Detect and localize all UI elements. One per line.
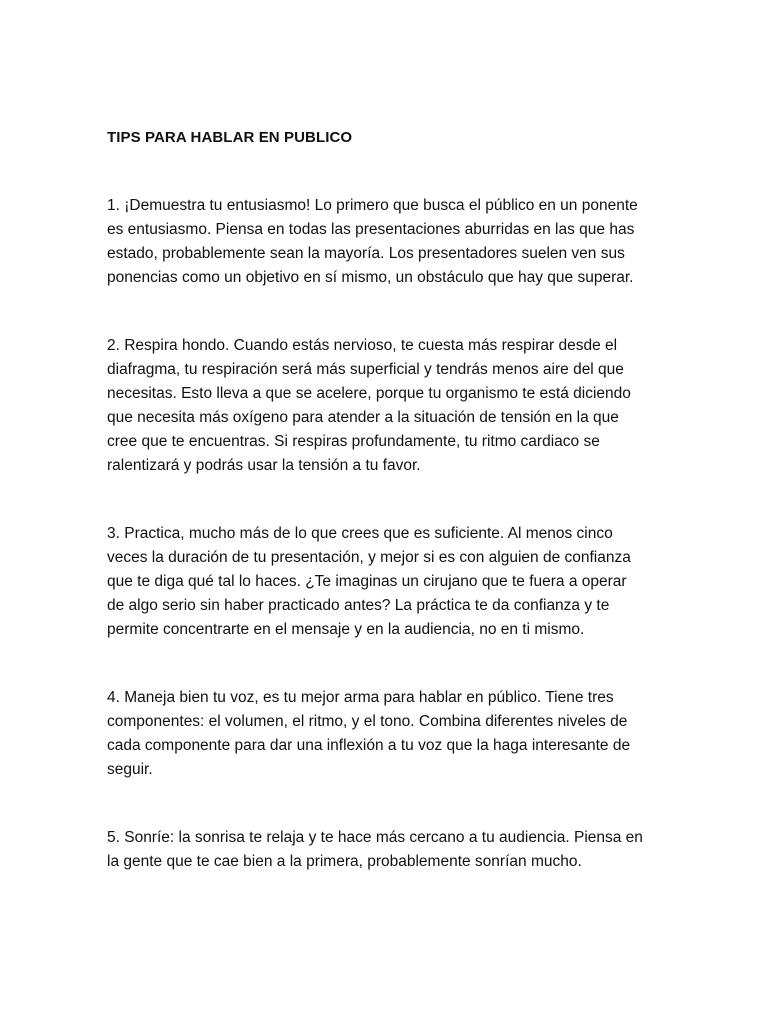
paragraph-line: es entusiasmo. Piensa en todas las presentaciones aburridas en las que has [107, 221, 635, 238]
paragraph-line: estado, probablemente sean la mayoría. Los presentadores suelen ven sus [107, 245, 625, 262]
paragraph-tip-2 [107, 334, 667, 478]
paragraph-line: ralentizará y podrás usar la tensión a tu favor. [107, 457, 421, 474]
paragraph-line: cada componente para dar una inflexión a tu voz que la haga interesante de [107, 737, 631, 754]
paragraph-tip-1 [107, 194, 667, 290]
paragraph-line: 4. Maneja bien tu voz, es tu mejor arma para hablar en público. Tiene tres [107, 689, 614, 706]
paragraph-line: 1. ¡Demuestra tu entusiasmo! Lo primero que busca el público en un ponente [107, 197, 638, 214]
paragraph-line: 3. Practica, mucho más de lo que crees que es suficiente. Al menos cinco [107, 525, 613, 542]
document-title: TIPS PARA HABLAR EN PUBLICO [107, 129, 353, 146]
paragraph-line: seguir. [107, 761, 153, 778]
paragraph-tip-5 [107, 826, 667, 874]
paragraph-line: cree que te encuentras. Si respiras profundamente, tu ritmo cardiaco se [107, 433, 600, 450]
paragraph-line: que necesita más oxígeno para atender a la situación de tensión en la que [107, 409, 619, 426]
paragraph-line: la gente que te cae bien a la primera, probablemente sonrían mucho. [107, 853, 582, 870]
paragraph-line: ponencias como un objetivo en sí mismo, un obstáculo que hay que superar. [107, 269, 634, 286]
paragraph-line: 2. Respira hondo. Cuando estás nervioso, te cuesta más respirar desde el [107, 337, 618, 354]
paragraph-line: necesitas. Esto lleva a que se acelere, porque tu organismo te está diciendo [107, 385, 631, 402]
paragraph-tip-4 [107, 686, 667, 782]
paragraph-line: veces la duración de tu presentación, y mejor si es con alguien de confianza [107, 549, 631, 566]
paragraph-line: 5. Sonríe: la sonrisa te relaja y te hace más cercano a tu audiencia. Piensa en [107, 829, 643, 846]
paragraph-line: componentes: el volumen, el ritmo, y el tono. Combina diferentes niveles de [107, 713, 628, 730]
paragraph-line: de algo serio sin haber practicado antes? La práctica te da confianza y te [107, 597, 610, 614]
paragraph-line: permite concentrarte en el mensaje y en la audiencia, no en ti mismo. [107, 621, 585, 638]
paragraph-tip-3 [107, 522, 667, 642]
paragraph-line: que te diga qué tal lo haces. ¿Te imaginas un cirujano que te fuera a operar [107, 573, 627, 590]
paragraph-line: diafragma, tu respiración será más superficial y tendrás menos aire del que [107, 361, 624, 378]
